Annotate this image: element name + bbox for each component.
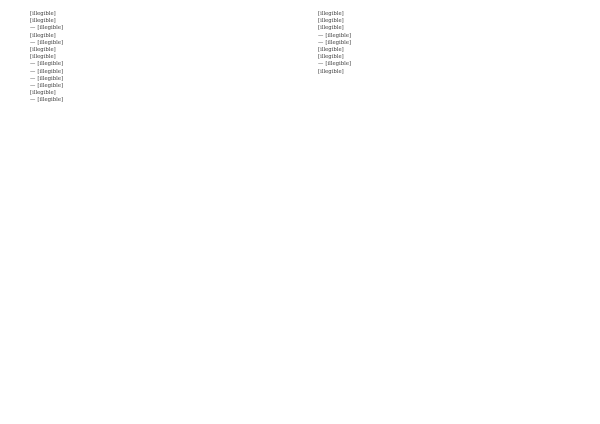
right-text-column <box>310 11 578 416</box>
dialogue-paragraph: — [illegible] <box>30 68 64 75</box>
dialogue-paragraph: — [illegible] <box>30 82 64 89</box>
dialogue-paragraph: — [illegible] <box>30 75 64 82</box>
body-paragraph: [illegible] <box>30 11 56 17</box>
dialogue-paragraph: — [illegible] <box>318 61 352 68</box>
dialogue-paragraph: — [illegible] <box>30 25 64 32</box>
body-paragraph: [illegible] <box>318 11 344 17</box>
body-paragraph: [illegible] <box>318 25 344 32</box>
body-paragraph: [illegible] <box>318 54 344 61</box>
dialogue-paragraph: — [illegible] <box>30 39 64 46</box>
body-paragraph: [illegible] <box>318 46 344 53</box>
body-paragraph: [illegible] <box>30 32 56 39</box>
body-paragraph: [illegible] <box>318 18 344 25</box>
body-paragraph: [illegible] <box>30 90 56 97</box>
dialogue-paragraph: — [illegible] <box>318 32 352 39</box>
dialogue-paragraph: — [illegible] <box>318 39 352 46</box>
dialogue-paragraph: — [illegible] <box>30 61 64 68</box>
body-paragraph: [illegible] <box>318 68 344 75</box>
left-text-column <box>22 11 290 416</box>
body-paragraph: [illegible] <box>30 18 56 25</box>
body-paragraph: [illegible] <box>30 54 56 61</box>
body-paragraph: [illegible] <box>30 46 56 53</box>
dialogue-paragraph: — [illegible] <box>30 97 64 104</box>
